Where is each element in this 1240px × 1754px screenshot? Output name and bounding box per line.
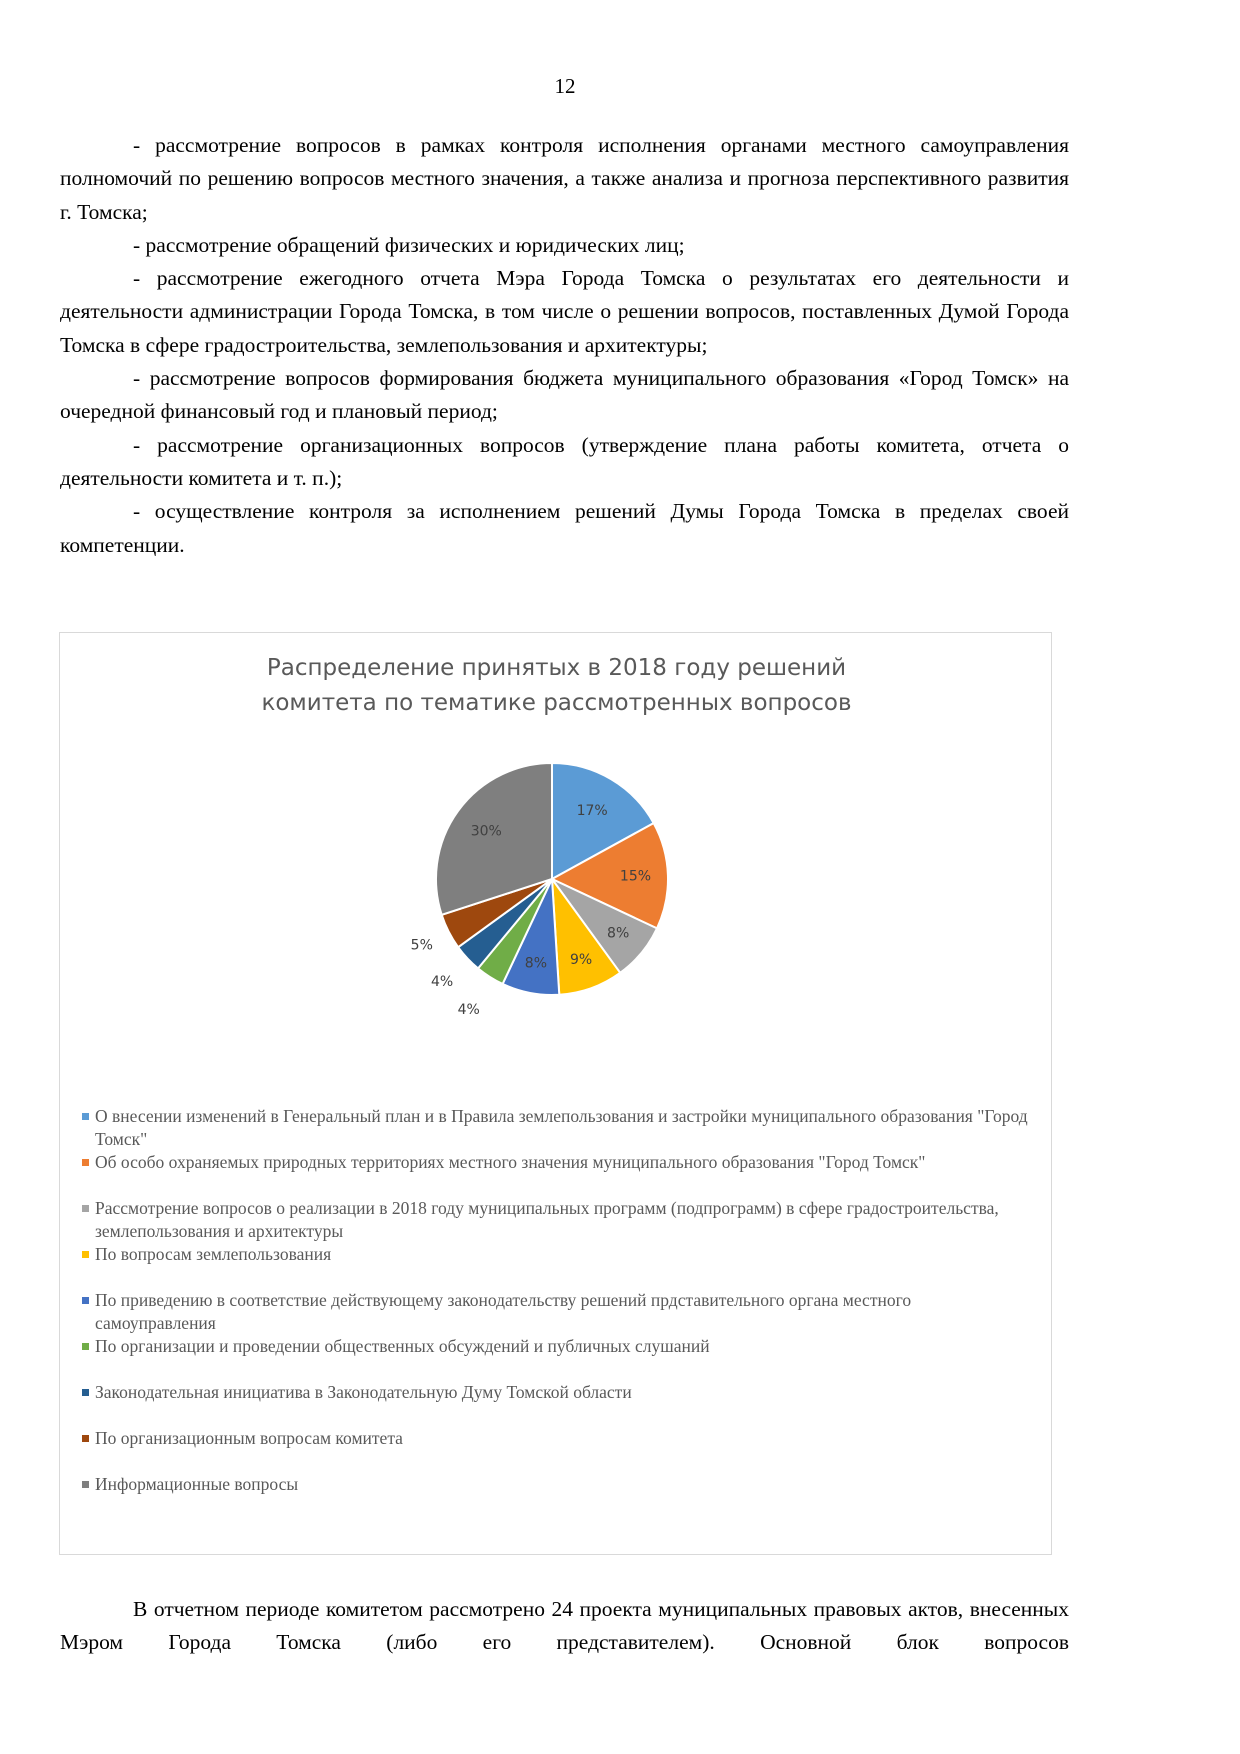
- legend-swatch: [82, 1343, 89, 1350]
- legend-swatch: [82, 1435, 89, 1442]
- pie-chart: [59, 632, 1052, 1555]
- legend-label: Рассмотрение вопросов о реализации в 2018 году муниципальных программ (подпрограмм) в сфере градостроительства, землепользования и архитектуры: [95, 1198, 999, 1241]
- legend-label: По вопросам землепользования: [95, 1244, 332, 1264]
- paragraph: - рассмотрение вопросов в рамках контроля исполнения органами местного самоуправления полномочий по решению вопросов местного значения, а также анализа и прогноза перспективного развития г. Томска;: [60, 133, 1069, 224]
- legend-item: [82, 1197, 1032, 1243]
- paragraph: - рассмотрение ежегодного отчета Мэра Города Томска о результатах его деятельности и деятельности администрации Города Томска, в том числе о решении вопросов, поставленных Думой Города Томска в сфере градостроительства, землепользования и архитектуры;: [60, 266, 1069, 357]
- legend-swatch: [82, 1389, 89, 1396]
- legend-label: О внесении изменений в Генеральный план и в Правила землепользования и застройки муниципального образования "Город Томск": [95, 1106, 1028, 1149]
- legend-label: По организации и проведении общественных обсуждений и публичных слушаний: [95, 1336, 710, 1356]
- pie-data-label: 4%: [457, 1002, 480, 1019]
- pie-data-label: 17%: [576, 803, 608, 820]
- legend-swatch: [82, 1251, 89, 1258]
- legend-label: Информационные вопросы: [95, 1474, 299, 1494]
- page-number: 12: [554, 74, 576, 98]
- legend-label: По организационным вопросам комитета: [95, 1428, 403, 1448]
- paragraph: - рассмотрение обращений физических и юридических лиц;: [133, 232, 685, 257]
- legend-swatch: [82, 1297, 89, 1304]
- paragraph: - рассмотрение организационных вопросов (утверждение плана работы комитета, отчета о деятельности комитета и т. п.);: [60, 432, 1069, 490]
- paragraph: В отчетном периоде комитетом рассмотрено 24 проекта муниципальных правовых актов, внесенных Мэром Города Томска (либо его представителем). Основной блок вопросов: [60, 1597, 1069, 1655]
- legend-item: [82, 1473, 1032, 1496]
- legend-item: [82, 1381, 1032, 1404]
- legend-swatch: [82, 1205, 89, 1212]
- pie-data-label: 9%: [569, 951, 593, 968]
- legend-item: [82, 1427, 1032, 1450]
- pie-data-label: 4%: [430, 974, 454, 991]
- legend-item: [82, 1335, 1032, 1358]
- paragraph: - рассмотрение вопросов формирования бюджета муниципального образования «Город Томск» на очередной финансовый год и плановый период;: [60, 366, 1069, 424]
- legend-item: [82, 1289, 1032, 1335]
- chart-title-line: комитета по тематике рассмотренных вопросов: [261, 690, 852, 716]
- legend-swatch: [82, 1113, 89, 1120]
- pie-data-label: 5%: [410, 937, 433, 954]
- chart-title-line: Распределение принятых в 2018 году решений: [266, 655, 847, 681]
- pie-plot: [60, 633, 1051, 1554]
- legend-swatch: [82, 1481, 89, 1488]
- body-text: [60, 129, 1069, 562]
- legend-label: По приведению в соответствие действующему законодательству решений прдставительного органа местного самоуправления: [95, 1290, 912, 1333]
- pie-data-label: 15%: [619, 868, 652, 885]
- tail-text: [60, 1593, 1069, 1660]
- paragraph: - осуществление контроля за исполнением решений Думы Города Томска в пределах своей компетенции.: [60, 499, 1069, 557]
- legend-item: [82, 1105, 1032, 1151]
- legend-item: [82, 1243, 1032, 1266]
- legend-swatch: [82, 1159, 89, 1166]
- legend-item: [82, 1151, 1032, 1174]
- pie-data-label: 30%: [470, 823, 502, 840]
- legend-label: Об особо охраняемых природных территориях местного значения муниципального образования "Город Томск": [95, 1152, 926, 1172]
- legend-label: Законодательная инициатива в Законодательную Думу Томской области: [95, 1382, 632, 1402]
- pie-data-label: 8%: [524, 955, 548, 972]
- pie-data-label: 8%: [607, 925, 630, 942]
